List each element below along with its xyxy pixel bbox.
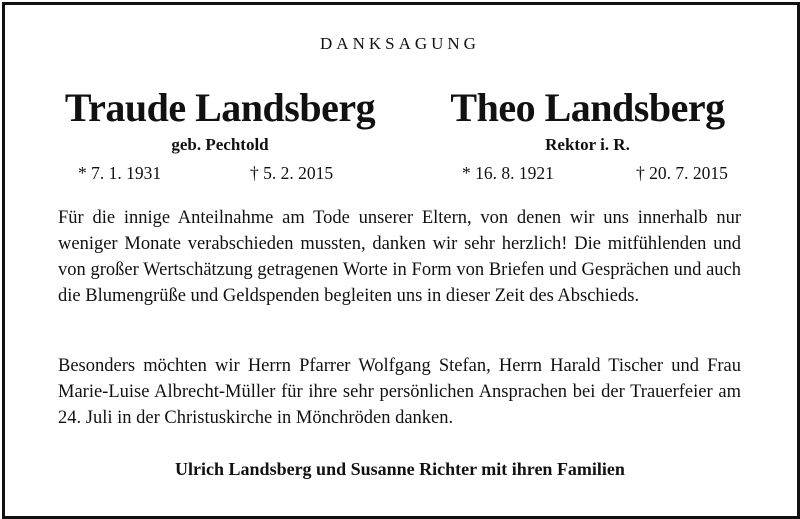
death-date: † 20. 7. 2015 (636, 163, 728, 183)
birth-date: * 7. 1. 1931 (78, 163, 162, 183)
deceased-name: Traude Landsberg (64, 85, 376, 130)
title: Rektor i. R. (545, 135, 630, 154)
birth-date: * 16. 8. 1921 (462, 163, 554, 183)
deceased-father (410, 86, 765, 156)
deceased-mother (40, 86, 400, 156)
maiden-name: geb. Pechtold (171, 135, 269, 154)
family-signature: Ulrich Landsberg und Susanne Richter mit ihren Familien (175, 459, 625, 479)
thanks-paragraph: Für die innige Anteilnahme am Tode unserer Eltern, von denen wir uns innerhalb nur weniger Monate verabschieden mussten, danken wir sehr herzlich! Die mitfühlenden und von großer Wertschätzung getragenen Worte in Form von Briefen und Gesprächen und auch die Blumengrüße und Geldspenden begleiten uns in dieser Zeit des Abschieds. (58, 208, 741, 306)
special-thanks-paragraph: Besonders möchten wir Herrn Pfarrer Wolfgang Stefan, Herrn Harald Tischer und Frau Marie-Luise Albrecht-Müller für ihre sehr persönlichen Ansprachen bei der Trauerfeier am 24. Juli in der Christuskirche in Mönchröden danken. (58, 356, 741, 428)
notice-heading: DANKSAGUNG (320, 34, 480, 53)
death-date: † 5. 2. 2015 (250, 163, 334, 183)
deceased-name: Theo Landsberg (450, 85, 725, 130)
